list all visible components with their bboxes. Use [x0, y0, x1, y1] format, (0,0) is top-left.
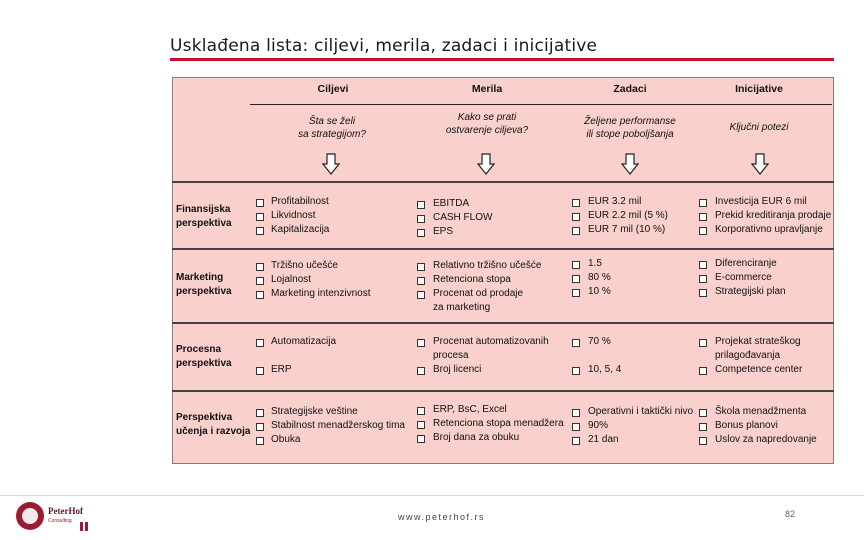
row-label-line: perspektiva — [176, 286, 232, 297]
list-item: 70 % — [588, 336, 611, 347]
checkbox[interactable] — [417, 407, 425, 415]
list-item: Projekat strateškog — [715, 336, 801, 347]
checkbox[interactable] — [699, 339, 707, 347]
checkbox[interactable] — [699, 423, 707, 431]
list-item: 1.5 — [588, 258, 602, 269]
list-item: EUR 2.2 mil (5 %) — [588, 210, 669, 221]
checkbox[interactable] — [572, 409, 580, 417]
checkbox[interactable] — [256, 277, 264, 285]
footer-divider — [0, 495, 864, 496]
footer-url[interactable]: www.peterhof.rs — [398, 512, 486, 522]
list-item: Profitabilnost — [271, 196, 329, 207]
row-label-line: Finansijska — [176, 204, 231, 215]
checkbox[interactable] — [572, 423, 580, 431]
checkbox[interactable] — [572, 261, 580, 269]
row-label-ucenje — [176, 411, 250, 439]
list-item: 80 % — [588, 272, 611, 283]
checkbox[interactable] — [572, 367, 580, 375]
checkbox[interactable] — [417, 435, 425, 443]
list-item: Broj licenci — [433, 364, 482, 375]
checkbox[interactable] — [417, 367, 425, 375]
checkbox[interactable] — [256, 263, 264, 271]
list-item: Diferenciranje — [715, 258, 777, 269]
list-item: EBITDA — [433, 198, 470, 209]
list-item: Procenat automatizovanih — [433, 336, 549, 347]
checkbox[interactable] — [699, 199, 707, 207]
checkbox[interactable] — [256, 213, 264, 221]
list-item: za marketing — [433, 302, 491, 313]
header-divider — [250, 104, 832, 105]
checkbox[interactable] — [572, 275, 580, 283]
checkbox[interactable] — [699, 437, 707, 445]
header-inicijative: Inicijative — [735, 83, 783, 95]
list-item: Operativni i taktički nivo — [588, 406, 694, 417]
list-item: Investicija EUR 6 mil — [715, 196, 807, 207]
list-item: ERP — [271, 364, 292, 375]
checkbox[interactable] — [256, 409, 264, 417]
list-item: procesa — [433, 350, 469, 361]
checkbox[interactable] — [699, 367, 707, 375]
list-item: Bonus planovi — [715, 420, 778, 431]
list-item: 10, 5, 4 — [588, 364, 622, 375]
question-zadaci-line1: Željene performanse — [584, 116, 676, 127]
list-item: Marketing intenzivnost — [271, 288, 371, 299]
list-item: Likvidnost — [271, 210, 316, 221]
list-item: Škola menadžmenta — [715, 406, 807, 417]
title-underline — [170, 58, 834, 61]
row-label-procesna — [176, 343, 232, 371]
checkbox[interactable] — [699, 227, 707, 235]
question-merila — [432, 111, 542, 137]
checkbox[interactable] — [699, 213, 707, 221]
logo-name: PeterHof — [48, 506, 83, 516]
checkbox[interactable] — [256, 423, 264, 431]
logo-subtitle: Consulting — [48, 518, 72, 524]
checkbox[interactable] — [699, 409, 707, 417]
checkbox[interactable] — [572, 199, 580, 207]
question-ciljevi-line1: Šta se želi — [308, 116, 356, 127]
row-label-finansijska — [176, 203, 232, 231]
checkbox[interactable] — [417, 421, 425, 429]
checkbox[interactable] — [256, 367, 264, 375]
checkbox[interactable] — [417, 229, 425, 237]
list-item: Prekid kreditiranja prodaje — [715, 210, 832, 221]
list-item: Obuka — [271, 434, 301, 445]
checkbox[interactable] — [572, 289, 580, 297]
question-ciljevi — [282, 115, 382, 141]
list-item: prilagođavanja — [715, 350, 781, 361]
header-merila: Merila — [471, 83, 503, 95]
checkbox[interactable] — [572, 227, 580, 235]
page-number: 82 — [785, 509, 796, 519]
list-item: 90% — [588, 420, 609, 431]
list-item: Uslov za napredovanje — [715, 434, 817, 445]
list-item: Automatizacija — [271, 336, 337, 347]
down-arrow-icon — [621, 153, 639, 175]
checkbox[interactable] — [572, 339, 580, 347]
list-item: CASH FLOW — [433, 212, 493, 223]
row-label-line: učenja i razvoja — [176, 426, 251, 437]
question-merila-line2: ostvarenje ciljeva? — [445, 125, 529, 136]
peterhof-logo — [16, 502, 96, 532]
list-item: 10 % — [588, 286, 611, 297]
row-separator — [172, 390, 834, 392]
list-item: Retenciona stopa menadžera — [433, 418, 564, 429]
question-inicijative — [714, 121, 804, 134]
checkbox[interactable] — [256, 227, 264, 235]
list-item: E-commerce — [715, 272, 772, 283]
question-inicijative-line1: Ključni potezi — [729, 122, 789, 133]
down-arrow-icon — [322, 153, 340, 175]
row-label-marketing — [176, 271, 232, 299]
logo-bars-icon — [80, 518, 90, 527]
question-zadaci-line2: ili stope poboljšanja — [586, 129, 674, 140]
logo-emblem-icon — [16, 502, 44, 530]
checkbox[interactable] — [417, 215, 425, 223]
row-separator — [172, 322, 834, 324]
header-ciljevi: Ciljevi — [317, 83, 349, 95]
list-item: Strategijski plan — [715, 286, 786, 297]
list-item: Procenat od prodaje — [433, 288, 524, 299]
checkbox[interactable] — [699, 261, 707, 269]
list-item: Strategijske veštine — [271, 406, 358, 417]
list-item: Competence center — [715, 364, 803, 375]
checkbox[interactable] — [417, 263, 425, 271]
list-item: 21 dan — [588, 434, 619, 445]
row-label-line: Perspektiva — [176, 412, 233, 423]
checkbox[interactable] — [256, 199, 264, 207]
row-label-line: perspektiva — [176, 358, 232, 369]
checkbox[interactable] — [417, 277, 425, 285]
checkbox[interactable] — [572, 213, 580, 221]
question-zadaci — [572, 115, 688, 141]
checkbox[interactable] — [256, 339, 264, 347]
checkbox[interactable] — [699, 275, 707, 283]
checkbox[interactable] — [417, 291, 425, 299]
checkbox[interactable] — [417, 201, 425, 209]
list-item: EPS — [433, 226, 454, 237]
list-item: Relativno tržišno učešće — [433, 260, 542, 271]
checkbox[interactable] — [699, 289, 707, 297]
row-label-line: Marketing — [176, 272, 224, 283]
list-item: Tržišno učešće — [271, 260, 338, 271]
row-separator — [172, 181, 834, 183]
checkbox[interactable] — [572, 437, 580, 445]
row-label-line: perspektiva — [176, 218, 232, 229]
list-item: Retenciona stopa — [433, 274, 511, 285]
checkbox[interactable] — [256, 291, 264, 299]
question-merila-line1: Kako se prati — [457, 112, 517, 123]
down-arrow-icon — [477, 153, 495, 175]
list-item: Lojalnost — [271, 274, 312, 285]
list-item: Kapitalizacija — [271, 224, 330, 235]
list-item: EUR 3.2 mil — [588, 196, 642, 207]
list-item: Broj dana za obuku — [433, 432, 520, 443]
page-title: Usklađena lista: ciljevi, merila, zadaci i inicijative — [170, 36, 598, 56]
checkbox[interactable] — [256, 437, 264, 445]
list-item: EUR 7 mil (10 %) — [588, 224, 666, 235]
down-arrow-icon — [751, 153, 769, 175]
checkbox[interactable] — [417, 339, 425, 347]
list-item: ERP, BsC, Excel — [433, 404, 507, 415]
row-separator — [172, 248, 834, 250]
list-item: Stabilnost menadžerskog tima — [271, 420, 405, 431]
list-item: Korporativno upravljanje — [715, 224, 823, 235]
header-zadaci: Zadaci — [613, 83, 647, 95]
row-label-line: Procesna — [176, 344, 222, 355]
question-ciljevi-line2: sa strategijom? — [298, 129, 366, 140]
